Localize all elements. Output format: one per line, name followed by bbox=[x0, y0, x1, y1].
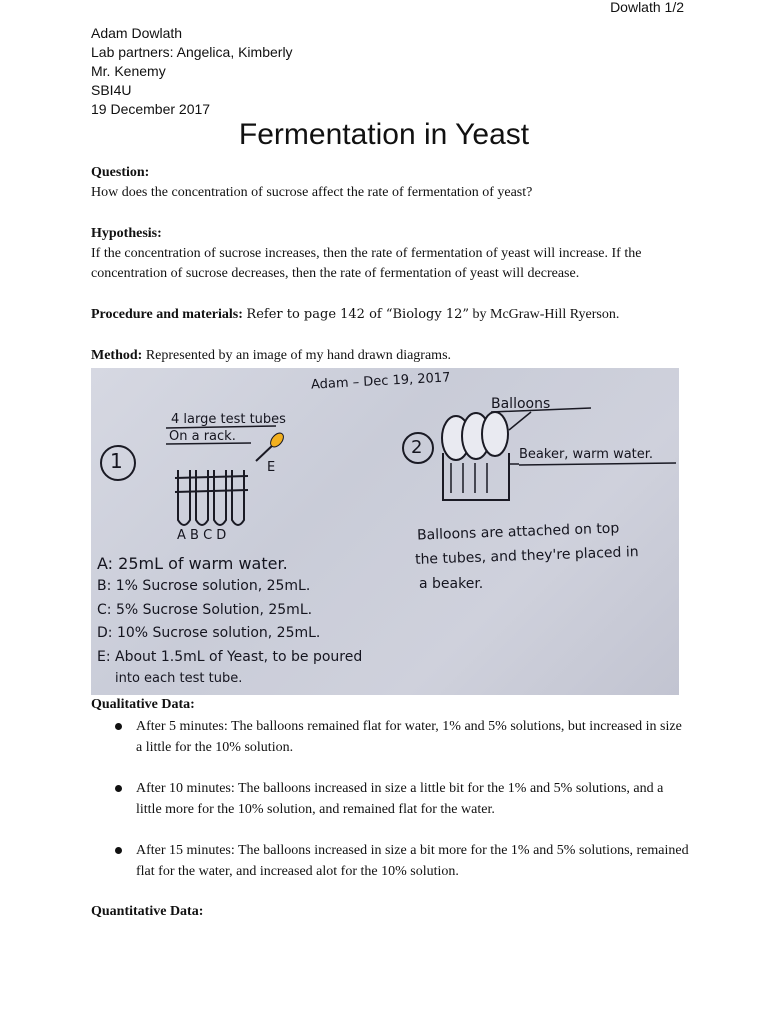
procedure-heading: Procedure and materials: bbox=[91, 307, 243, 322]
method-text: Represented by an image of my hand drawn diagrams. bbox=[142, 348, 452, 363]
list-item bbox=[91, 778, 691, 820]
diagram-note-line2: the tubes, and they're placed in bbox=[414, 544, 639, 568]
bullet-icon bbox=[115, 847, 122, 854]
step2-number: 2 bbox=[411, 437, 423, 458]
diagram-note-line3: a beaker. bbox=[419, 576, 484, 592]
diagram-note-line1: Balloons are attached on top bbox=[416, 520, 620, 544]
method-heading: Method: bbox=[91, 348, 143, 363]
list-item bbox=[91, 840, 691, 882]
procedure-reference: Refer to page 142 of “Biology 12” bbox=[246, 307, 470, 322]
dropper-label: E bbox=[267, 460, 276, 475]
beaker-tubes-icon bbox=[451, 463, 487, 493]
list-item bbox=[91, 716, 691, 758]
qualitative-list bbox=[91, 716, 691, 902]
diagram-signature: Adam – Dec 19, 2017 bbox=[310, 370, 451, 393]
course-code: SBI4U bbox=[91, 82, 132, 98]
step1-caption-line1: 4 large test tubes bbox=[171, 412, 286, 427]
qualitative-item-text: After 5 minutes: The balloons remained flat for water, 1% and 5% solutions, but increased in size a little for the 10% solution. bbox=[136, 719, 682, 755]
beaker-label: Beaker, warm water. bbox=[519, 447, 654, 462]
document-title: Fermentation in Yeast bbox=[238, 118, 530, 151]
step1-caption-line2: On a rack. bbox=[169, 429, 236, 444]
procedure-publisher: by McGraw-Hill Ryerson. bbox=[469, 307, 620, 322]
balloons-label: Balloons bbox=[491, 396, 551, 412]
test-tubes-icon bbox=[175, 470, 248, 525]
hypothesis-text: If the concentration of sucrose increases, then the rate of fermentation of yeast will increase. If the concentration of sucrose decreases, then the rate of fermentation of yeast will decrease. bbox=[91, 246, 642, 281]
author-block bbox=[91, 24, 293, 119]
tube-labels: A B C D bbox=[177, 528, 227, 543]
bullet-icon bbox=[115, 785, 122, 792]
method-paragraph bbox=[91, 346, 691, 366]
dropper-icon bbox=[256, 444, 274, 461]
hand-drawn-diagram-photo bbox=[91, 368, 679, 695]
question-text: How does the concentration of sucrose affect the rate of fermentation of yeast? bbox=[91, 185, 533, 200]
qualitative-heading: Qualitative Data: bbox=[91, 697, 195, 712]
page-header-label: Dowlath 1/2 bbox=[610, 0, 684, 15]
lab-partners: Lab partners: Angelica, Kimberly bbox=[91, 44, 293, 60]
diagram-list-e-continued: into each test tube. bbox=[115, 671, 243, 686]
qualitative-item-text: After 15 minutes: The balloons increased in size a bit more for the 1% and 5% solutions, remained flat for the water, and increased alot for the 10% solution. bbox=[136, 843, 689, 879]
qualitative-item-text: After 10 minutes: The balloons increased in size a little bit for the 1% and 5% solutions, and a little more for the 10% solution, and remained flat for the water. bbox=[136, 781, 664, 817]
question-heading: Question: bbox=[91, 165, 150, 180]
report-date: 19 December 2017 bbox=[91, 101, 211, 117]
diagram-list-c: C: 5% Sucrose Solution, 25mL. bbox=[97, 602, 313, 618]
bullet-icon bbox=[115, 723, 122, 730]
balloons-pointer bbox=[509, 412, 531, 430]
teacher-name: Mr. Kenemy bbox=[91, 63, 166, 79]
step1-number: 1 bbox=[110, 449, 123, 473]
diagram-list-e: E: About 1.5mL of Yeast, to be poured bbox=[97, 649, 363, 665]
quantitative-heading: Quantitative Data: bbox=[91, 904, 204, 919]
diagram-list-a: A: 25mL of warm water. bbox=[97, 554, 288, 573]
hypothesis-heading: Hypothesis: bbox=[91, 226, 162, 241]
balloons-icon bbox=[442, 412, 508, 460]
diagram-list-b: B: 1% Sucrose solution, 25mL. bbox=[97, 578, 311, 594]
diagram-list-d: D: 10% Sucrose solution, 25mL. bbox=[97, 625, 321, 641]
author-name: Adam Dowlath bbox=[91, 25, 183, 41]
procedure-paragraph bbox=[91, 305, 691, 325]
